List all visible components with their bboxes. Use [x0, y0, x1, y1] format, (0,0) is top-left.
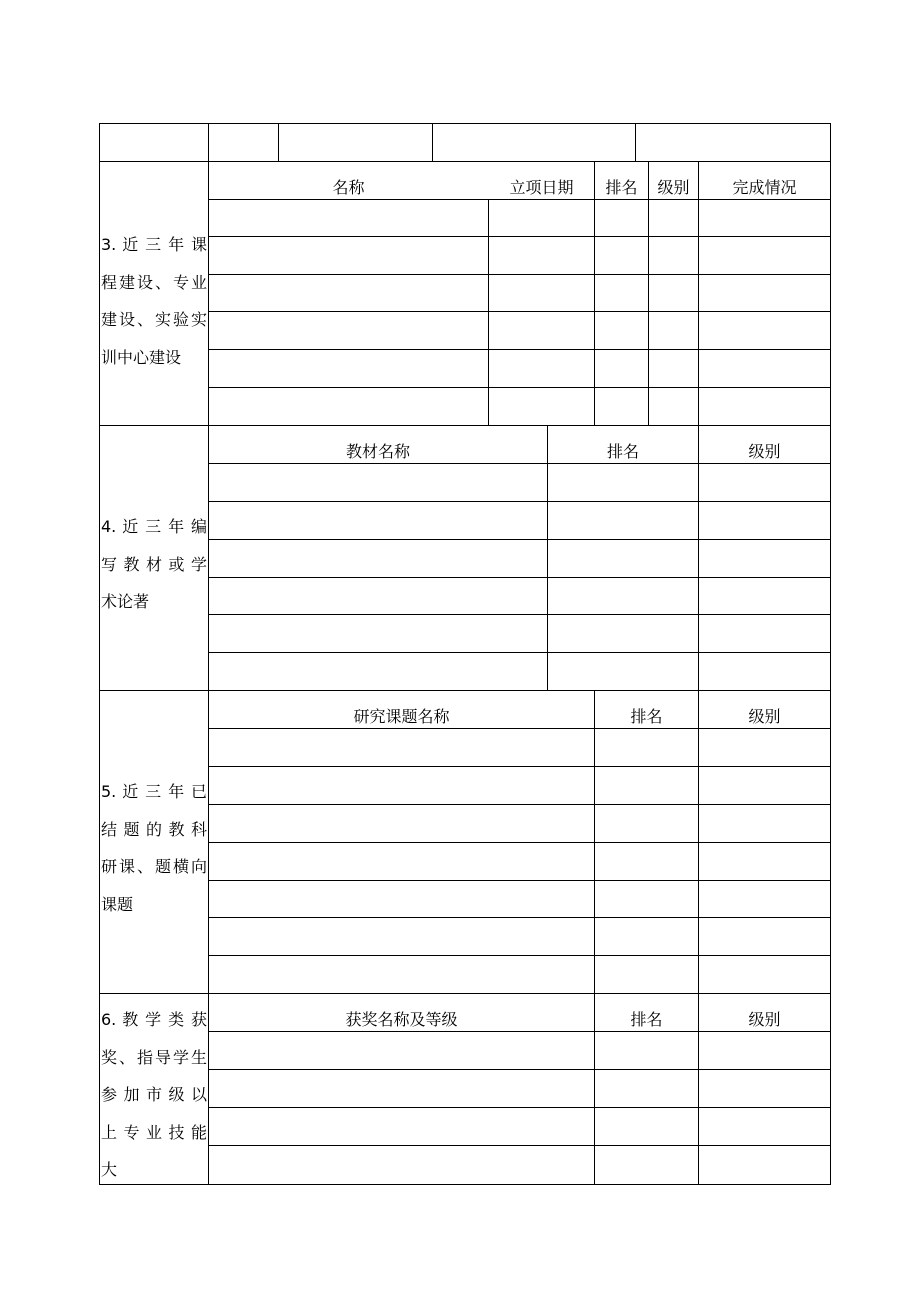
header-project-date: 立项日期: [509, 178, 574, 197]
table-row[interactable]: [209, 805, 830, 842]
header-rank: 排名: [606, 442, 639, 461]
table-row[interactable]: [209, 881, 830, 917]
table-row[interactable]: [209, 1070, 830, 1107]
header-rank: 排名: [630, 707, 663, 726]
table-row[interactable]: [209, 350, 830, 387]
section-6-label: 6. 教 学 类 获 奖、指导学生 参 加 市 级 以 上 专 业 技 能 大: [101, 1010, 207, 1180]
header-level: 级别: [748, 442, 781, 461]
table-row[interactable]: [209, 653, 830, 690]
section-5-label: 5. 近 三 年 已 结 题 的 教 科 研课、题横向 课题: [101, 782, 207, 914]
top-cell-1[interactable]: [100, 124, 208, 161]
table-row[interactable]: [209, 388, 830, 425]
table-row[interactable]: [209, 1146, 830, 1183]
header-level: 级别: [748, 1010, 781, 1029]
table-row[interactable]: [209, 540, 830, 577]
table-row[interactable]: [209, 464, 830, 501]
header-name: 名称: [332, 178, 365, 197]
table-row[interactable]: [209, 615, 830, 652]
table-row[interactable]: [209, 312, 830, 349]
header-research-topic: 研究课题名称: [353, 707, 450, 726]
header-award-name: 获奖名称及等级: [345, 1010, 458, 1029]
header-rank: 排名: [630, 1010, 663, 1029]
table-row[interactable]: [209, 729, 830, 766]
table-row[interactable]: [209, 767, 830, 804]
header-textbook-name: 教材名称: [345, 442, 410, 461]
table-row[interactable]: [209, 918, 830, 955]
top-cell-3[interactable]: [279, 124, 432, 161]
table-row[interactable]: [209, 200, 830, 236]
header-level: 级别: [657, 178, 690, 197]
table-row[interactable]: [209, 1032, 830, 1069]
table-row[interactable]: [209, 843, 830, 880]
table-row[interactable]: [209, 578, 830, 614]
top-cell-5[interactable]: [636, 124, 830, 161]
section-4-label: 4. 近 三 年 编 写 教 材 或 学 术论著: [101, 517, 207, 612]
section-3-label: 3. 近 三 年 课 程建设、专业 建设、实验实 训中心建设: [101, 235, 207, 367]
header-rank: 排名: [605, 178, 638, 197]
table-row[interactable]: [209, 237, 830, 274]
header-completion: 完成情况: [732, 178, 797, 197]
header-level: 级别: [748, 707, 781, 726]
table-row[interactable]: [209, 275, 830, 311]
top-cell-2[interactable]: [209, 124, 278, 161]
table-row[interactable]: [209, 956, 830, 993]
table-row[interactable]: [209, 1108, 830, 1145]
top-cell-4[interactable]: [433, 124, 635, 161]
table-row[interactable]: [209, 502, 830, 539]
